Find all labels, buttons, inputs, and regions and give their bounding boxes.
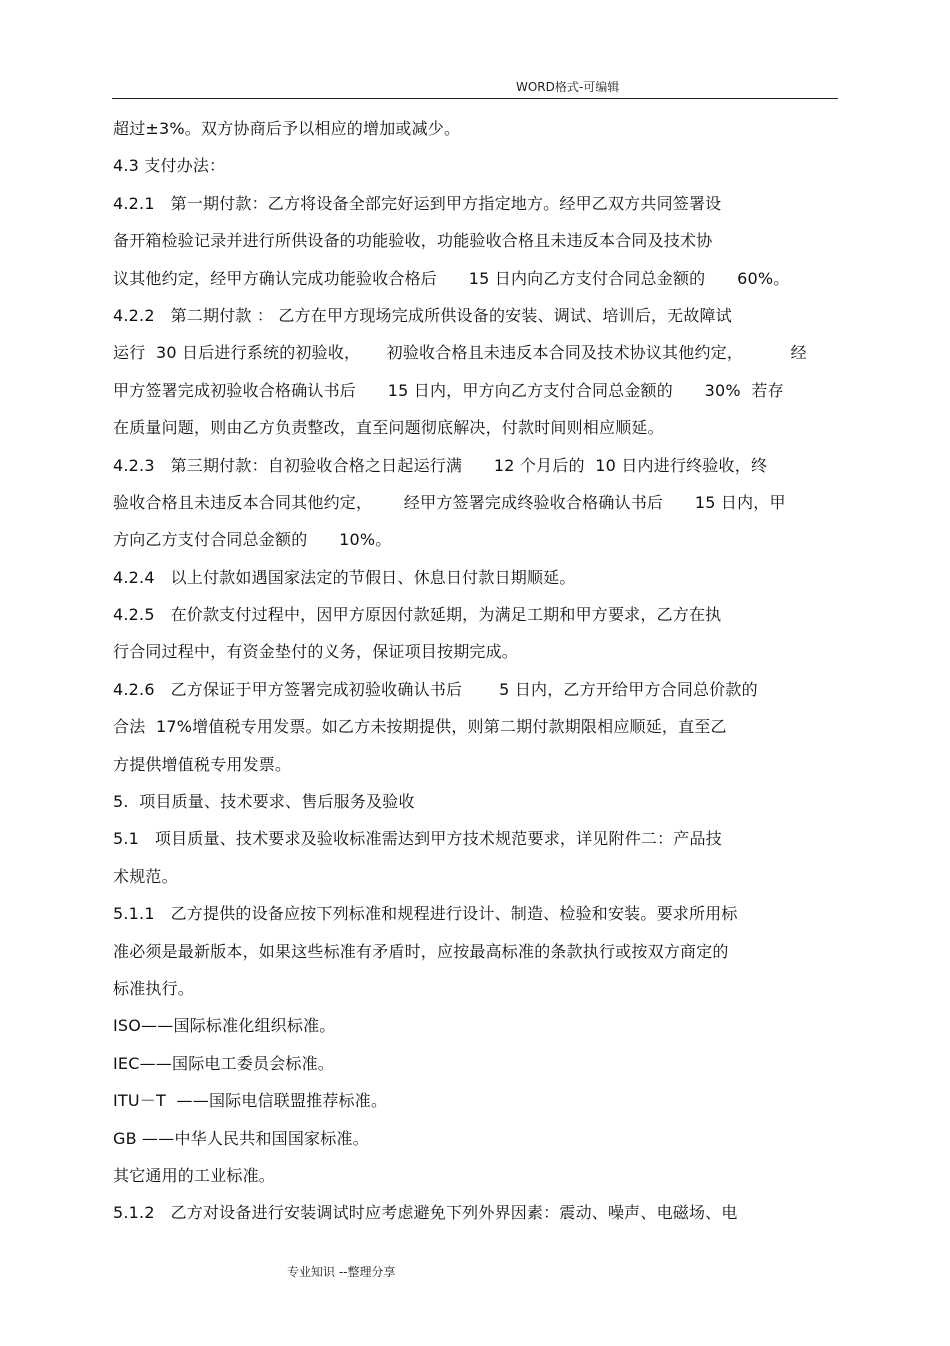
text-line: 在质量问题，则由乙方负责整改，直至问题彻底解决，付款时间则相应顺延。 — [113, 418, 664, 438]
text-line: 备开箱检验记录并进行所供设备的功能验收，功能验收合格且未违反本合同及技术协 — [113, 231, 713, 251]
text-line: 方提供增值税专用发票。 — [113, 754, 292, 774]
text-line: 5.1.2 乙方对设备进行安装调试时应考虑避免下列外界因素：震动、噪声、电磁场、电 — [113, 1203, 738, 1223]
text-line: 验收合格且未违反本合同其他约定， 经甲方签署完成终验收合格确认书后 15 日内，甲 — [113, 492, 786, 512]
text-line: 4.2.1 第一期付款：乙方将设备全部完好运到甲方指定地方。经甲乙双方共同签署设 — [113, 193, 722, 213]
text-line: ISO——国际标准化组织标准。 — [113, 1016, 336, 1036]
document-body — [113, 110, 843, 1232]
text-line: 标准执行。 — [113, 978, 195, 998]
text-line: 4.2.3 第三期付款：自初验收合格之日起运行满 12 个月后的 10 日内进行终验收，终 — [113, 455, 768, 475]
text-line: 方向乙方支付合同总金额的 10%。 — [113, 530, 392, 550]
text-line: GB ——中华人民共和国国家标准。 — [113, 1128, 369, 1148]
page-footer: 专业知识 --整理分享 — [287, 1265, 396, 1279]
text-line: 术规范。 — [113, 866, 178, 886]
text-line: 4.2.5 在价款支付过程中，因甲方原因付款延期，为满足工期和甲方要求，乙方在执 — [113, 605, 722, 625]
text-line: 4.2.4 以上付款如遇国家法定的节假日、休息日付款日期顺延。 — [113, 567, 576, 587]
text-line: 准必须是最新版本，如果这些标准有矛盾时，应按最高标准的条款执行或按双方商定的 — [113, 941, 729, 961]
text-line: 运行 30 日后进行系统的初验收， 初验收合格且未违反本合同及技术协议其他约定， 经 — [113, 343, 807, 363]
text-line: 行合同过程中，有资金垫付的义务，保证项目按期完成。 — [113, 642, 519, 662]
text-line: 4.2.6 乙方保证于甲方签署完成初验收确认书后 5 日内，乙方开给甲方合同总价款的 — [113, 679, 758, 699]
text-line: 合法 17%增值税专用发票。如乙方未按期提供，则第二期付款期限相应顺延，直至乙 — [113, 717, 727, 737]
text-line: 5. 项目质量、技术要求、售后服务及验收 — [113, 792, 415, 812]
text-line: 4.2.2 第二期付款 ： 乙方在甲方现场完成所供设备的安装、调试、培训后，无故障试 — [113, 305, 732, 325]
header-text: WORD格式-可编辑 — [516, 80, 620, 94]
text-line: 5.1.1 乙方提供的设备应按下列标准和规程进行设计、制造、检验和安装。要求所用标 — [113, 904, 738, 924]
text-line: IEC——国际电工委员会标准。 — [113, 1053, 335, 1073]
page-header — [112, 78, 838, 99]
text-line: 5.1 项目质量、技术要求及验收标准需达到甲方技术规范要求，详见附件二：产品技 — [113, 829, 722, 849]
text-line: 甲方签署完成初验收合格确认书后 15 日内，甲方向乙方支付合同总金额的 30% 若存 — [113, 380, 784, 400]
text-line: 议其他约定，经甲方确认完成功能验收合格后 15 日内向乙方支付合同总金额的 60%。 — [113, 268, 790, 288]
text-line: 超过±3%。双方协商后予以相应的增加或减少。 — [113, 119, 461, 138]
text-line: ITU－T ——国际电信联盟推荐标准。 — [113, 1091, 388, 1111]
text-line: 4.3 支付办法： — [113, 156, 226, 176]
text-line: 其它通用的工业标准。 — [113, 1165, 276, 1185]
